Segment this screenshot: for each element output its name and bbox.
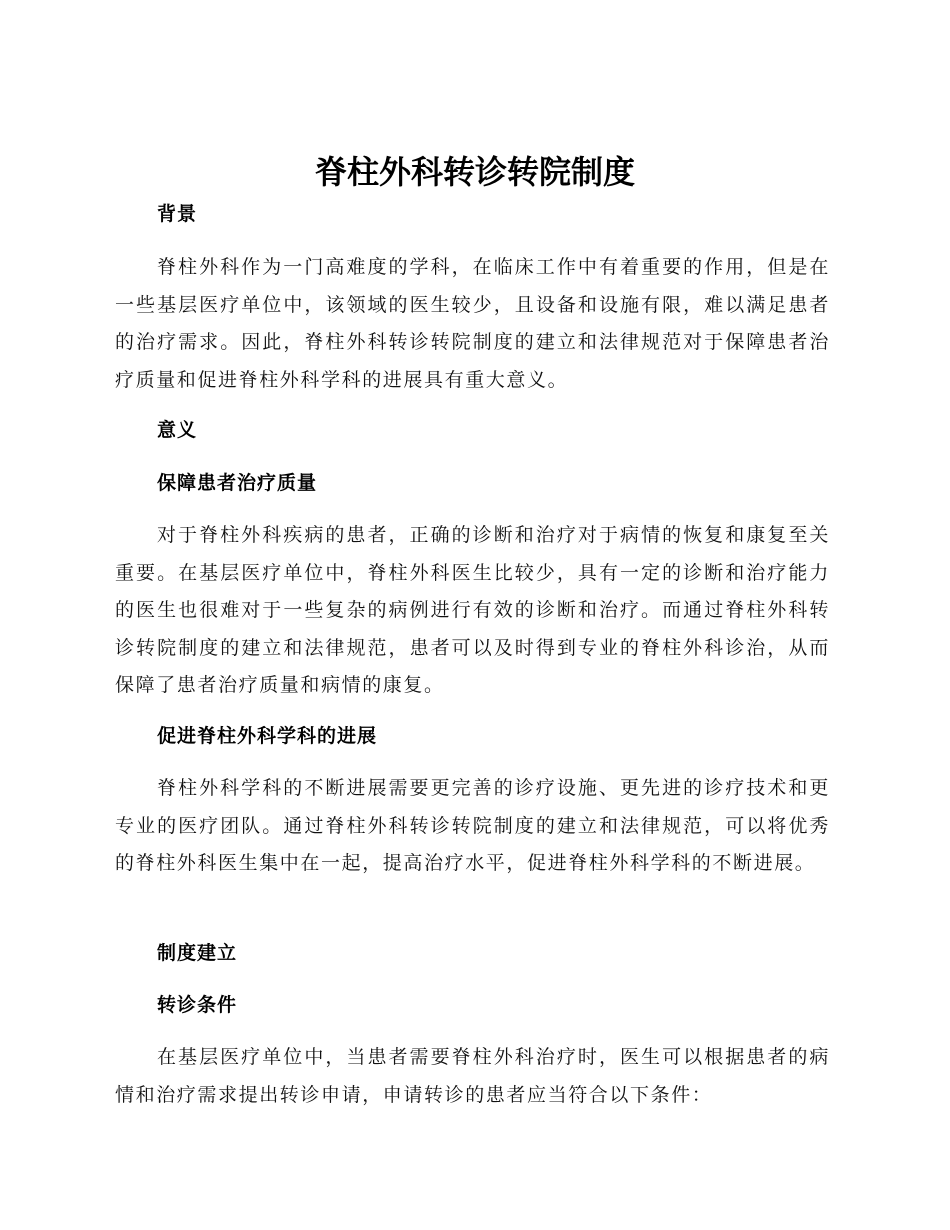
subheading-discipline-progress: 促进脊柱外科学科的进展 — [157, 725, 378, 747]
paragraph-treatment-quality: 对于脊柱外科疾病的患者，正确的诊断和治疗对于病情的恢复和康复至关重要。在基层医疗单位中，脊柱外科医生比较少，具有一定的诊断和治疗能力的医生也很难对于一些复杂的病例进行有效的诊断和治疗。而通过脊柱外科转诊转院制度的建立和法律规范，患者可以及时得到专业的脊柱外科诊治，从而保障了患者治疗质量和病情的康复。 — [115, 524, 830, 697]
subheading-treatment-quality: 保障患者治疗质量 — [157, 472, 318, 494]
paragraph-background: 脊柱外科作为一门高难度的学科，在临床工作中有着重要的作用，但是在一些基层医疗单位中，该领域的医生较少，且设备和设施有限，难以满足患者的治疗需求。因此，脊柱外科转诊转院制度的建立和法律规范对于保障患者治疗质量和促进脊柱外科学科的进展具有重大意义。 — [115, 256, 830, 391]
paragraph-referral-conditions: 在基层医疗单位中，当患者需要脊柱外科治疗时，医生可以根据患者的病情和治疗需求提出转诊申请，申请转诊的患者应当符合以下条件： — [115, 1046, 830, 1106]
subheading-referral-conditions: 转诊条件 — [157, 994, 238, 1016]
section-heading-system-establishment: 制度建立 — [157, 942, 238, 964]
section-heading-significance: 意义 — [157, 419, 198, 441]
section-heading-background: 背景 — [157, 203, 198, 225]
paragraph-discipline-progress: 脊柱外科学科的不断进展需要更完善的诊疗设施、更先进的诊疗技术和更专业的医疗团队。通过脊柱外科转诊转院制度的建立和法律规范，可以将优秀的脊柱外科医生集中在一起，提高治疗水平，促进脊柱外科学科的不断进展。 — [115, 777, 830, 875]
document-title: 脊柱外科转诊转院制度 — [314, 153, 635, 191]
